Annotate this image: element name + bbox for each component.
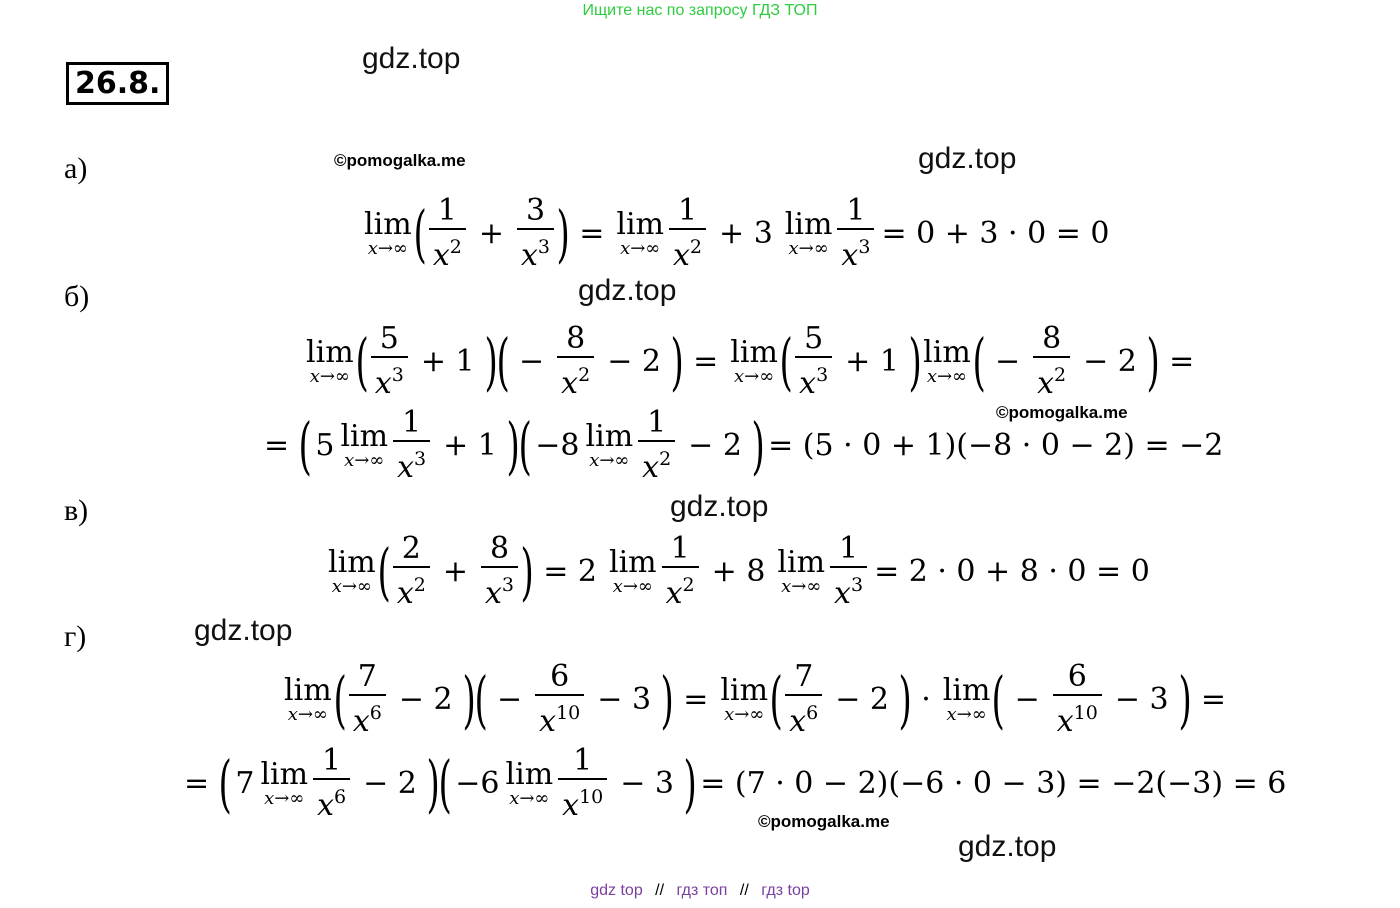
footer-links bbox=[0, 882, 1400, 900]
watermark-gdz: gdz.top bbox=[918, 142, 1017, 175]
top-banner: Ищите нас по запросу ГДЗ ТОП bbox=[582, 2, 818, 19]
watermark-gdz: gdz.top bbox=[578, 274, 677, 307]
watermark-gdz: gdz.top bbox=[194, 614, 293, 647]
watermark-pomogalka: ©pomogalka.me bbox=[996, 403, 1128, 422]
footer-link[interactable]: гдз top bbox=[761, 882, 810, 899]
equation-g-line2: = ( 7 lim x→∞ $\frac{1}{x^6}$ − 2 ) ( −6 lim x→∞ $\frac{1}{x^{10}}$ − 3 ) = (7 · 0 − 2)(−6 · 0 − 3) = −2(−3) = 6 bbox=[184, 743, 1287, 823]
equation-b-line1: lim x→∞ ( $\frac{5}{x^3}$ + 1 ) ( − $\frac{8}{x^2}$ − 2 ) = lim x→∞ ( $\frac{5}{x^3}$ + 1 ) lim x→∞ ( − $\frac{8}{x^2}$ − 2 ) = bbox=[306, 321, 1195, 401]
footer-link[interactable]: гдз топ bbox=[676, 882, 728, 899]
equation-v: lim x→∞ ( $\frac{2}{x^2}$ + $\frac{8}{x^3}$ ) = 2 lim x→∞ $\frac{1}{x^2}$ + 8 lim x→∞ $\frac{1}{x^3}$ = 2 · 0 + 8 · 0 = 0 bbox=[328, 531, 1150, 611]
watermark-gdz: gdz.top bbox=[670, 490, 769, 523]
footer-link[interactable]: gdz top bbox=[590, 882, 643, 899]
equation-g-line1: lim x→∞ ( $\frac{7}{x^6}$ − 2 ) ( − $\frac{6}{x^{10}}$ − 3 ) = lim x→∞ ( $\frac{7}{x^6}$ − 2 ) · lim x→∞ ( − $\frac{6}{x^{10}}$ − 3 ) = bbox=[284, 659, 1226, 739]
watermark-gdz: gdz.top bbox=[958, 830, 1057, 863]
limit: lim x→∞ bbox=[364, 206, 412, 259]
watermark-pomogalka: ©pomogalka.me bbox=[334, 151, 466, 170]
part-label-b: б) bbox=[64, 280, 90, 313]
part-label-g: г) bbox=[64, 620, 87, 653]
footer-separator: // bbox=[739, 882, 749, 899]
footer-separator: // bbox=[655, 882, 665, 899]
equation-b-line2: = ( 5 lim x→∞ $\frac{1}{x^3}$ + 1 ) ( −8 lim x→∞ $\frac{1}{x^2}$ − 2 ) = (5 · 0 + 1)(−8 · 0 − 2) = −2 bbox=[264, 405, 1224, 485]
equation-a: lim x→∞ ( $\frac{1}{x^2}$ + $\frac{3}{x^3}$ ) = lim x→∞ $\frac{1}{x^2}$ + 3 lim x→∞ $\frac{1}{x^3}$ = 0 + 3 · 0 = 0 bbox=[364, 193, 1110, 273]
watermark-gdz: gdz.top bbox=[362, 42, 461, 75]
problem-number: 26.8. bbox=[66, 62, 169, 105]
part-label-a: а) bbox=[64, 152, 88, 185]
watermark-pomogalka: ©pomogalka.me bbox=[758, 812, 890, 831]
part-label-v: в) bbox=[64, 494, 89, 527]
